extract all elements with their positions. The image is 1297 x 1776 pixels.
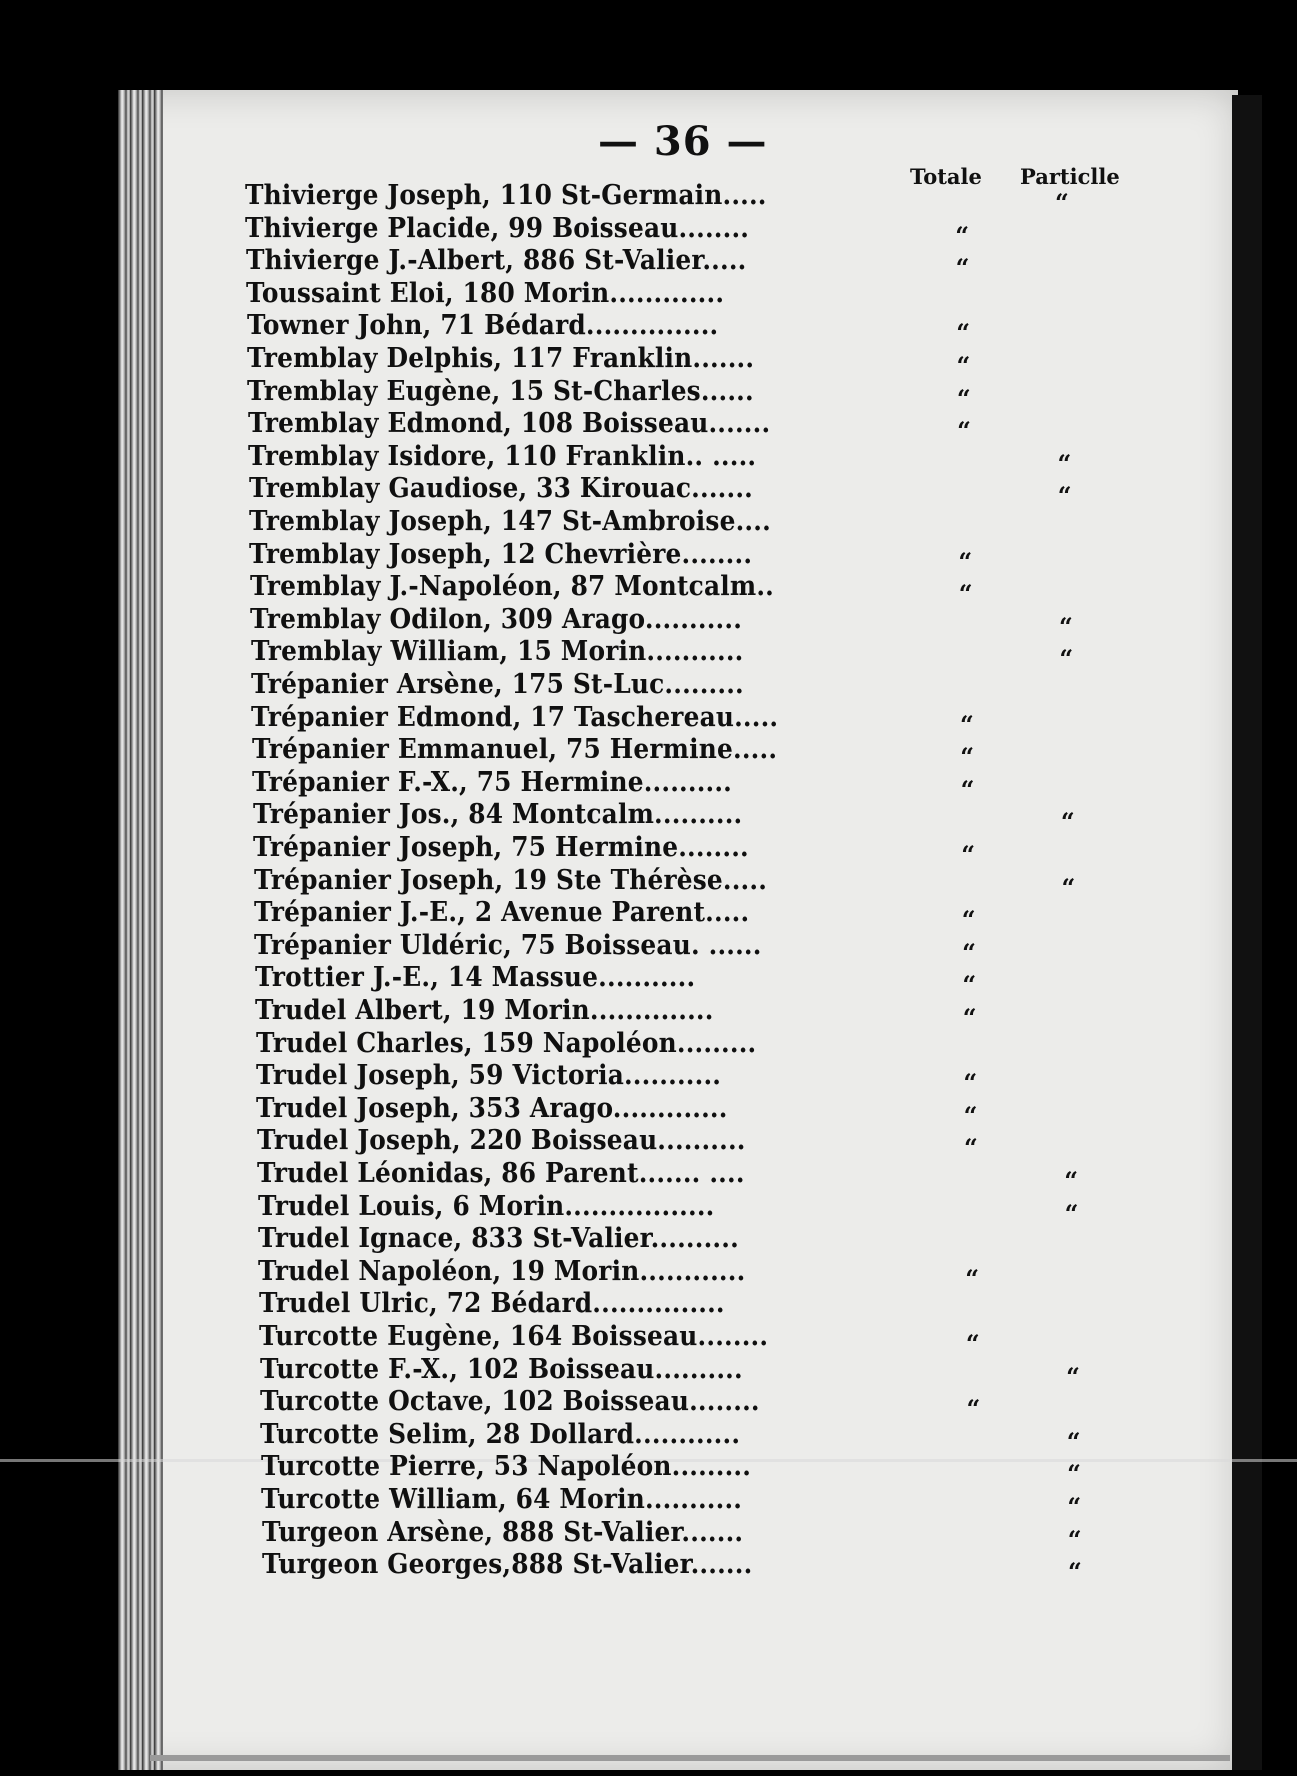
list-item [245, 212, 890, 245]
ditto-mark-partielle: “ [1067, 1459, 1081, 1489]
entry-text: Tremblay Joseph, 147 St-Ambroise.... [249, 506, 771, 537]
ditto-mark-totale: “ [965, 1263, 980, 1293]
list-item [253, 831, 896, 864]
list-item [260, 1418, 900, 1451]
list-item [256, 1059, 898, 1092]
ditto-mark-partielle: “ [1061, 872, 1076, 902]
list-item [258, 1255, 899, 1288]
list-item [261, 1450, 901, 1483]
entry-text: Trépanier Emmanuel, 75 Hermine..... [251, 734, 778, 766]
entry-text: Tremblay J.-Napoléon, 87 Montcalm.. [249, 571, 774, 603]
list-item [260, 1353, 901, 1386]
list-item [248, 440, 892, 473]
list-item [256, 1092, 898, 1125]
list-item [249, 505, 893, 538]
ditto-mark-totale: “ [956, 318, 971, 348]
ditto-mark-partielle: “ [1067, 1492, 1082, 1521]
entry-text: Turcotte F.-X., 102 Boisseau.......... [259, 1353, 743, 1385]
list-item [251, 635, 894, 668]
entry-text: Turgeon Georges,888 St-Valier....... [262, 1549, 753, 1581]
entry-text: Turgeon Arsène, 888 St-Valier....... [261, 1516, 743, 1548]
entry-text: Thivierge Joseph, 110 St-Germain..... [245, 180, 767, 211]
ditto-mark-totale: “ [963, 1100, 978, 1130]
ditto-mark-partielle: “ [1055, 188, 1069, 217]
ditto-mark-totale: “ [965, 1329, 980, 1358]
list-item [250, 603, 893, 636]
ditto-mark-totale: “ [958, 546, 973, 576]
ditto-mark-partielle: “ [1066, 1361, 1080, 1391]
ditto-mark-partielle: “ [1057, 448, 1072, 478]
entry-text: Trudel Charles, 159 Napoléon......... [255, 1027, 756, 1059]
list-item [254, 929, 896, 962]
entry-text: Tremblay Eugène, 15 St-Charles...... [247, 375, 755, 407]
entry-text: Trépanier Joseph, 19 Ste Thérèse..... [253, 864, 767, 896]
entry-text: Towner John, 71 Bédard............... [246, 310, 718, 342]
ditto-mark-partielle: “ [1057, 481, 1072, 511]
ditto-mark-totale: “ [957, 416, 971, 446]
list-item [257, 1157, 898, 1190]
entry-text: Trottier J.-E., 14 Massue........... [254, 962, 696, 994]
page-number: — 36 — [598, 118, 768, 165]
list-item [245, 179, 890, 212]
list-item [248, 407, 892, 440]
list-item [255, 961, 897, 994]
ditto-mark-totale: “ [963, 1133, 978, 1163]
list-item [258, 1190, 899, 1223]
ditto-mark-partielle: “ [1067, 1524, 1082, 1554]
list-item [246, 244, 891, 277]
list-item [253, 798, 896, 831]
entry-text: Tremblay Edmond, 108 Boisseau....... [247, 408, 771, 440]
list-item [249, 538, 893, 571]
column-header-totale: Totale [910, 164, 982, 189]
ditto-mark-totale: “ [961, 905, 976, 935]
list-item [246, 277, 891, 310]
list-item [252, 766, 895, 799]
list-item [256, 1027, 898, 1060]
ditto-mark-partielle: “ [1068, 1557, 1082, 1587]
ditto-mark-totale: “ [966, 1394, 981, 1424]
list-item [258, 1222, 899, 1255]
list-item [252, 733, 895, 766]
ditto-mark-totale: “ [960, 742, 975, 772]
column-header-partielle: Particlle [1020, 164, 1120, 189]
ditto-mark-totale: “ [962, 1003, 977, 1032]
list-item [251, 668, 894, 701]
list-item [250, 570, 894, 603]
ditto-mark-partielle: “ [1066, 1426, 1081, 1456]
list-item [261, 1483, 901, 1516]
entry-text: Thivierge Placide, 99 Boisseau........ [245, 212, 750, 244]
ditto-mark-totale: “ [956, 351, 971, 380]
list-item [260, 1385, 901, 1418]
list-item [255, 994, 897, 1027]
ditto-mark-totale: “ [961, 840, 975, 869]
entry-text: Trépanier F.-X., 75 Hermine.......... [252, 766, 733, 798]
entry-text: Trépanier Joseph, 75 Hermine........ [253, 832, 749, 863]
entry-text: Trudel Léonidas, 86 Parent....... .... [257, 1158, 745, 1189]
list-item [247, 342, 891, 375]
entry-text: Tremblay William, 15 Morin........... [250, 636, 744, 668]
entry-text: Trudel Joseph, 353 Arago............. [256, 1092, 728, 1124]
ditto-mark-totale: “ [956, 383, 971, 413]
entry-text: Turcotte Eugène, 164 Boisseau........ [259, 1321, 769, 1352]
list-item [247, 375, 891, 408]
ditto-mark-totale: “ [959, 709, 974, 739]
list-item [247, 309, 892, 342]
entry-text: Turcotte Selim, 28 Dollard............ [260, 1418, 741, 1450]
entry-text: Thivierge J.-Albert, 886 St-Valier..... [245, 245, 747, 277]
entry-text: Tremblay Delphis, 117 Franklin....... [247, 343, 755, 374]
list-item [254, 864, 897, 897]
ditto-mark-totale: “ [955, 220, 970, 250]
entry-text: Tremblay Isidore, 110 Franklin.. ..... [248, 440, 757, 472]
ditto-mark-partielle: “ [1059, 644, 1074, 674]
entry-text: Trépanier Arsène, 175 St-Luc......... [251, 669, 744, 700]
ditto-mark-partielle: “ [1064, 1198, 1079, 1228]
ditto-mark-totale: “ [962, 970, 977, 1000]
entry-text: Trépanier Jos., 84 Montcalm.......... [252, 799, 743, 831]
ditto-mark-totale: “ [963, 1068, 978, 1098]
entry-text: Trudel Louis, 6 Morin................. [257, 1190, 715, 1222]
entry-text: Trudel Ulric, 72 Bédard............... [258, 1288, 725, 1320]
entry-text: Tremblay Odilon, 309 Arago........... [250, 603, 743, 635]
list-item [254, 896, 896, 929]
entry-text: Turcotte Pierre, 53 Napoléon......... [260, 1451, 751, 1483]
list-item [259, 1320, 900, 1353]
list-item [251, 701, 894, 734]
list-item [262, 1548, 902, 1581]
entry-text: Tremblay Gaudiose, 33 Kirouac....... [248, 473, 753, 505]
ditto-mark-partielle: “ [1059, 611, 1073, 641]
entry-text: Trépanier Uldéric, 75 Boisseau. ...... [254, 929, 762, 961]
ditto-mark-partielle: “ [1060, 807, 1075, 837]
list-item [259, 1287, 900, 1320]
entry-text: Turcotte William, 64 Morin........... [261, 1484, 743, 1515]
list-item [249, 472, 893, 505]
entry-text: Trudel Joseph, 59 Victoria........... [255, 1060, 722, 1092]
entry-text: Toussaint Eloi, 180 Morin............. [246, 277, 725, 309]
ditto-mark-totale: “ [958, 579, 973, 609]
ditto-mark-partielle: “ [1064, 1166, 1079, 1195]
list-item [257, 1124, 899, 1157]
entry-text: Trudel Ignace, 833 St-Valier.......... [257, 1223, 739, 1255]
entry-text: Trépanier Edmond, 17 Taschereau..... [251, 701, 779, 733]
entry-text: Tremblay Joseph, 12 Chevrière........ [249, 538, 753, 570]
entry-text: Trudel Napoléon, 19 Morin............ [258, 1255, 746, 1287]
entry-text: Trudel Albert, 19 Morin.............. [255, 995, 714, 1026]
ditto-mark-totale: “ [962, 937, 976, 967]
ditto-mark-totale: “ [955, 253, 970, 283]
entry-text: Trépanier J.-E., 2 Avenue Parent..... [253, 897, 750, 929]
ditto-mark-totale: “ [960, 774, 975, 804]
entry-text: Turcotte Octave, 102 Boisseau........ [259, 1386, 760, 1418]
entry-text: Trudel Joseph, 220 Boisseau.......... [256, 1125, 746, 1157]
list-item [262, 1516, 902, 1549]
